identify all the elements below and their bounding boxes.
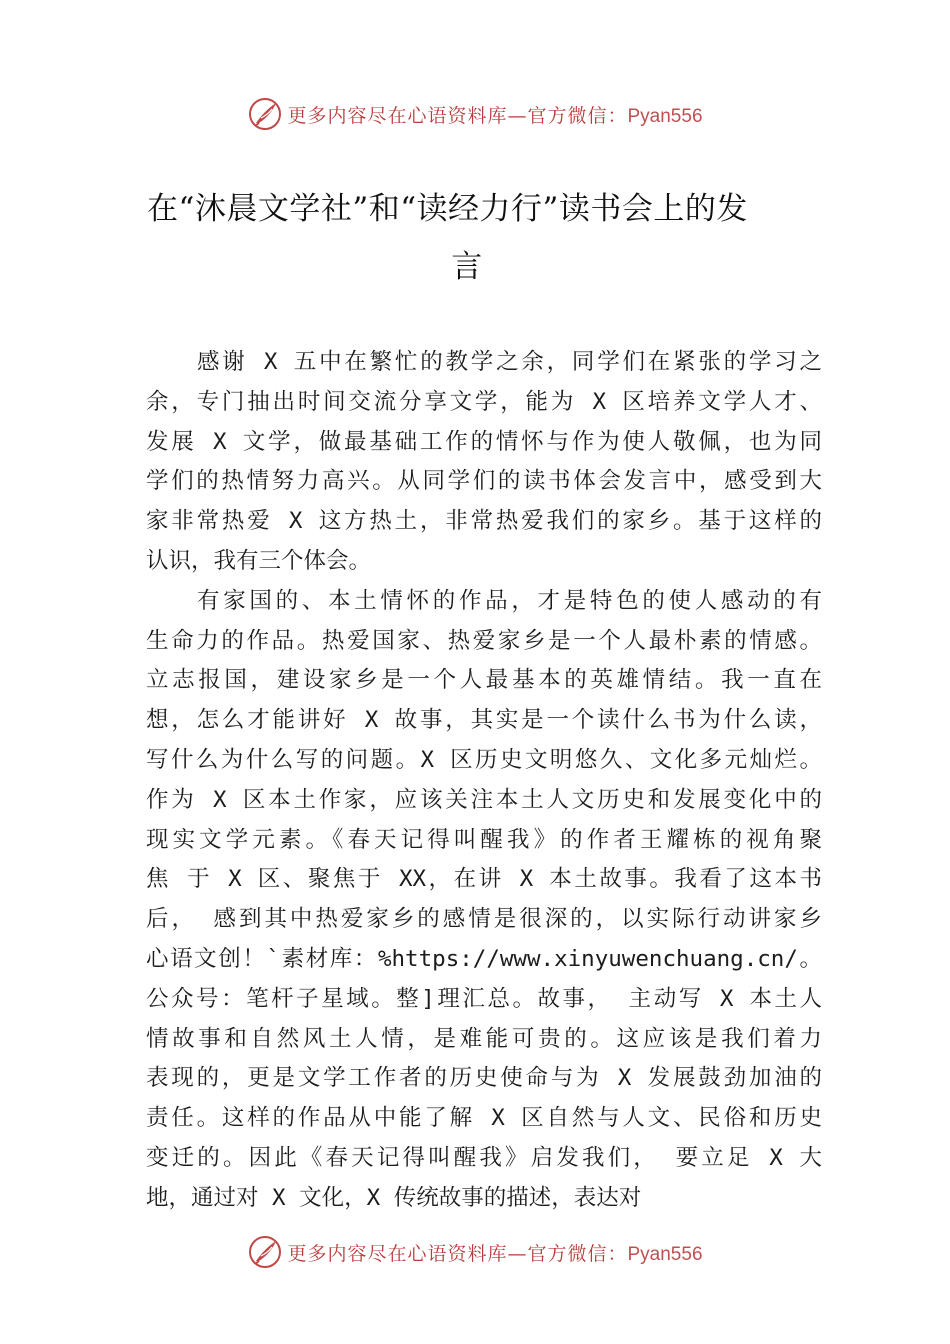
banner-text: 更多内容尽在心语资料库—官方微信：Pyan556 — [287, 1242, 703, 1265]
body-line: 学们的热情努力高兴。从同学们的读书体会发言中，感受到大 — [146, 468, 822, 495]
wechat-id: Pyan556 — [627, 105, 703, 127]
body-line: 感谢 X 五中在繁忙的教学之余，同学们在紧张的学习之 — [197, 349, 822, 375]
body-line: 公众号：笔杆子星域。整]理汇总。故事， 主动写 X 本土人 — [146, 985, 822, 1012]
title-line-2: 言 — [451, 249, 483, 285]
body-line: 情故事和自然风土人情，是难能可贵的。这应该是我们着力 — [146, 1025, 822, 1052]
body-line: 后， 感到其中热爱家乡的感情是很深的，以实际行动讲家乡 — [146, 906, 822, 933]
body-line: 立志报国，建设家乡是一个人最基本的英雄情结。我一直在 — [146, 667, 822, 694]
body-line: 生命力的作品。热爱国家、热爱家乡是一个人最朴素的情感。 — [146, 627, 822, 654]
body-line: 作为 X 区本土作家，应该关注本土人文历史和发展变化中的 — [146, 786, 822, 813]
document-body — [146, 343, 822, 1219]
footer-banner — [0, 1232, 950, 1272]
body-line: 表现的，更是文学工作者的历史使命与为 X 发展鼓劲加油的 — [146, 1065, 822, 1092]
body-line: 想，怎么才能讲好 X 故事，其实是一个读什么书为什么读， — [146, 707, 822, 734]
title-line-1: 在“沐晨文学社”和“读经力行”读书会上的发 — [147, 191, 748, 227]
body-line: 写什么为什么写的问题。X 区历史文明悠久、文化多元灿烂。 — [146, 746, 822, 773]
body-line: 发展 X 文学，做最基础工作的情怀与作为使人敬佩，也为同 — [146, 428, 822, 455]
body-line: 现实文学元素。《春天记得叫醒我》的作者王耀栋的视角聚 — [146, 826, 822, 853]
quill-pen-logo-icon — [247, 1234, 283, 1270]
body-line: 家非常热爱 X 这方热土，非常热爱我们的家乡。基于这样的 — [146, 508, 822, 535]
header-banner — [0, 94, 950, 134]
body-line: 有家国的、本土情怀的作品，才是特色的使人感动的有 — [197, 587, 822, 614]
body-line: 变迁的。因此《春天记得叫醒我》启发我们， 要立足 X 大 — [146, 1144, 822, 1171]
body-line: 地，通过对 X 文化，X 传统故事的描述，表达对 — [146, 1184, 642, 1211]
quill-pen-logo-icon — [247, 96, 283, 132]
body-line: 焦 于 X 区、聚焦于 XX，在讲 X 本土故事。我看了这本书 — [146, 866, 822, 893]
body-line: 认识，我有三个体会。 — [146, 547, 372, 574]
body-line: 责任。这样的作品从中能了解 X 区自然与人文、民俗和历史 — [146, 1105, 822, 1132]
body-line: 余，专门抽出时间交流分享文学，能为 X 区培养文学人才、 — [146, 388, 822, 415]
wechat-id: Pyan556 — [627, 1243, 703, 1265]
document-title — [147, 180, 807, 296]
banner-text: 更多内容尽在心语资料库—官方微信：Pyan556 — [287, 104, 703, 127]
body-line: 心语文创！`素材库：%https://www.xinyuwenchuang.cn/。 — [146, 945, 822, 972]
